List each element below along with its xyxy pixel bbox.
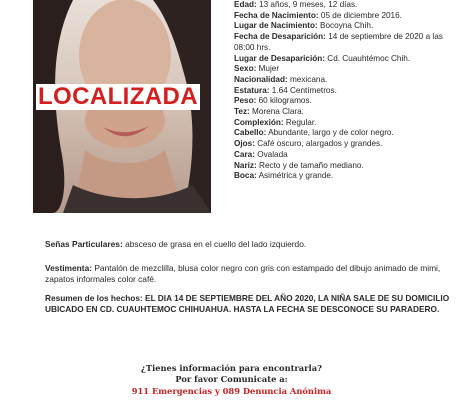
detail-row [234, 54, 460, 65]
detail-label: Peso: [234, 96, 257, 106]
detail-value: Bocoyna Chih. [317, 21, 374, 31]
detail-value: Asimétrica y grande. [256, 171, 334, 181]
detail-label: Estatura: [234, 85, 270, 95]
detail-row [234, 32, 460, 53]
detail-value: Abundante, largo y de color negro. [266, 128, 394, 138]
detail-value: Café oscuro, alargados y grandes. [254, 139, 383, 149]
emergency-numbers: 911 Emergencias y 089 Denuncia Anónima [131, 385, 332, 396]
detail-row [234, 86, 460, 97]
detail-label: Cara: [234, 149, 255, 159]
detail-label: Nacionalidad: [234, 74, 288, 84]
detail-row [234, 21, 460, 32]
detail-row [234, 128, 460, 139]
detail-label: Boca: [234, 171, 257, 181]
detail-value: 14 de septiembre de 2020 a las 08:00 hrs. [234, 32, 443, 52]
resumen-value: EL DIA 14 DE SEPTIEMBRE DEL AÑO 2020, LA NIÑA SALE DE SU DOMICILIO UBICADO EN CD. CUAUHTEMOC CHIHUAHUA. HASTA LA FECHA SE DESCONOCE SU PARADERO. [45, 293, 450, 314]
status-stamp: LOCALIZADA [38, 83, 198, 110]
detail-row [234, 171, 460, 182]
detail-value: Morena Clara. [249, 107, 304, 117]
detail-label: Ojos: [234, 139, 255, 149]
detail-value: Regular. [283, 117, 317, 127]
detail-value: mexicana. [287, 74, 328, 84]
senas-particulares [45, 239, 450, 250]
detail-label: Fecha de Desaparición: [234, 32, 326, 42]
detail-label: Cabello: [234, 128, 267, 138]
vestimenta-value: Pantalón de mezclilla, blusa color negro con gris con estampado del dibujo animado de mimi, zapatos informales color café. [45, 263, 441, 284]
contact-instruction: Por favor Comunicate a: [175, 374, 288, 385]
detail-value: 13 años, 9 meses, 12 días. [256, 0, 358, 9]
detail-value: 05 de diciembre 2016. [318, 10, 402, 20]
detail-label: Lugar de Nacimiento: [234, 21, 318, 31]
detail-value: 60 kilogramos. [256, 96, 312, 106]
senas-label: Señas Particulares: [45, 239, 123, 249]
detail-value: 1.64 Centímetros. [269, 85, 337, 95]
vestimenta-label: Vestimenta: [45, 263, 93, 273]
detail-label: Fecha de Nacimiento: [234, 10, 319, 20]
detail-label: Tez: [234, 107, 250, 117]
resumen-hechos [45, 293, 450, 315]
detail-row [234, 150, 460, 161]
detail-row [234, 11, 460, 22]
detail-label: Complexión: [234, 117, 284, 127]
detail-label: Nariz: [234, 160, 257, 170]
detail-row [234, 96, 460, 107]
senas-value: absceso de grasa en el cuello del lado izquierdo. [122, 239, 307, 249]
detail-value: Ovalada [254, 149, 288, 159]
detail-value: Recto y de tamaño mediano. [256, 160, 364, 170]
resumen-label: Resumen de los hechos: [45, 293, 143, 303]
detail-row [234, 64, 460, 75]
detail-label: Edad: [234, 0, 257, 9]
detail-row [234, 75, 460, 86]
detail-row [234, 139, 460, 150]
contact-info [0, 363, 463, 397]
vestimenta [45, 263, 450, 285]
detail-row [234, 107, 460, 118]
detail-row [234, 118, 460, 129]
detail-value: Cd. Cuauhtémoc Chih. [325, 53, 411, 63]
detail-label: Lugar de Desaparición: [234, 53, 325, 63]
contact-question: ¿Tienes información para encontrarla? [141, 363, 322, 373]
detail-value: Mujer [256, 64, 280, 74]
detail-label: Sexo: [234, 64, 257, 74]
detail-row [234, 0, 460, 11]
detail-row [234, 161, 460, 172]
details-list [234, 0, 460, 182]
